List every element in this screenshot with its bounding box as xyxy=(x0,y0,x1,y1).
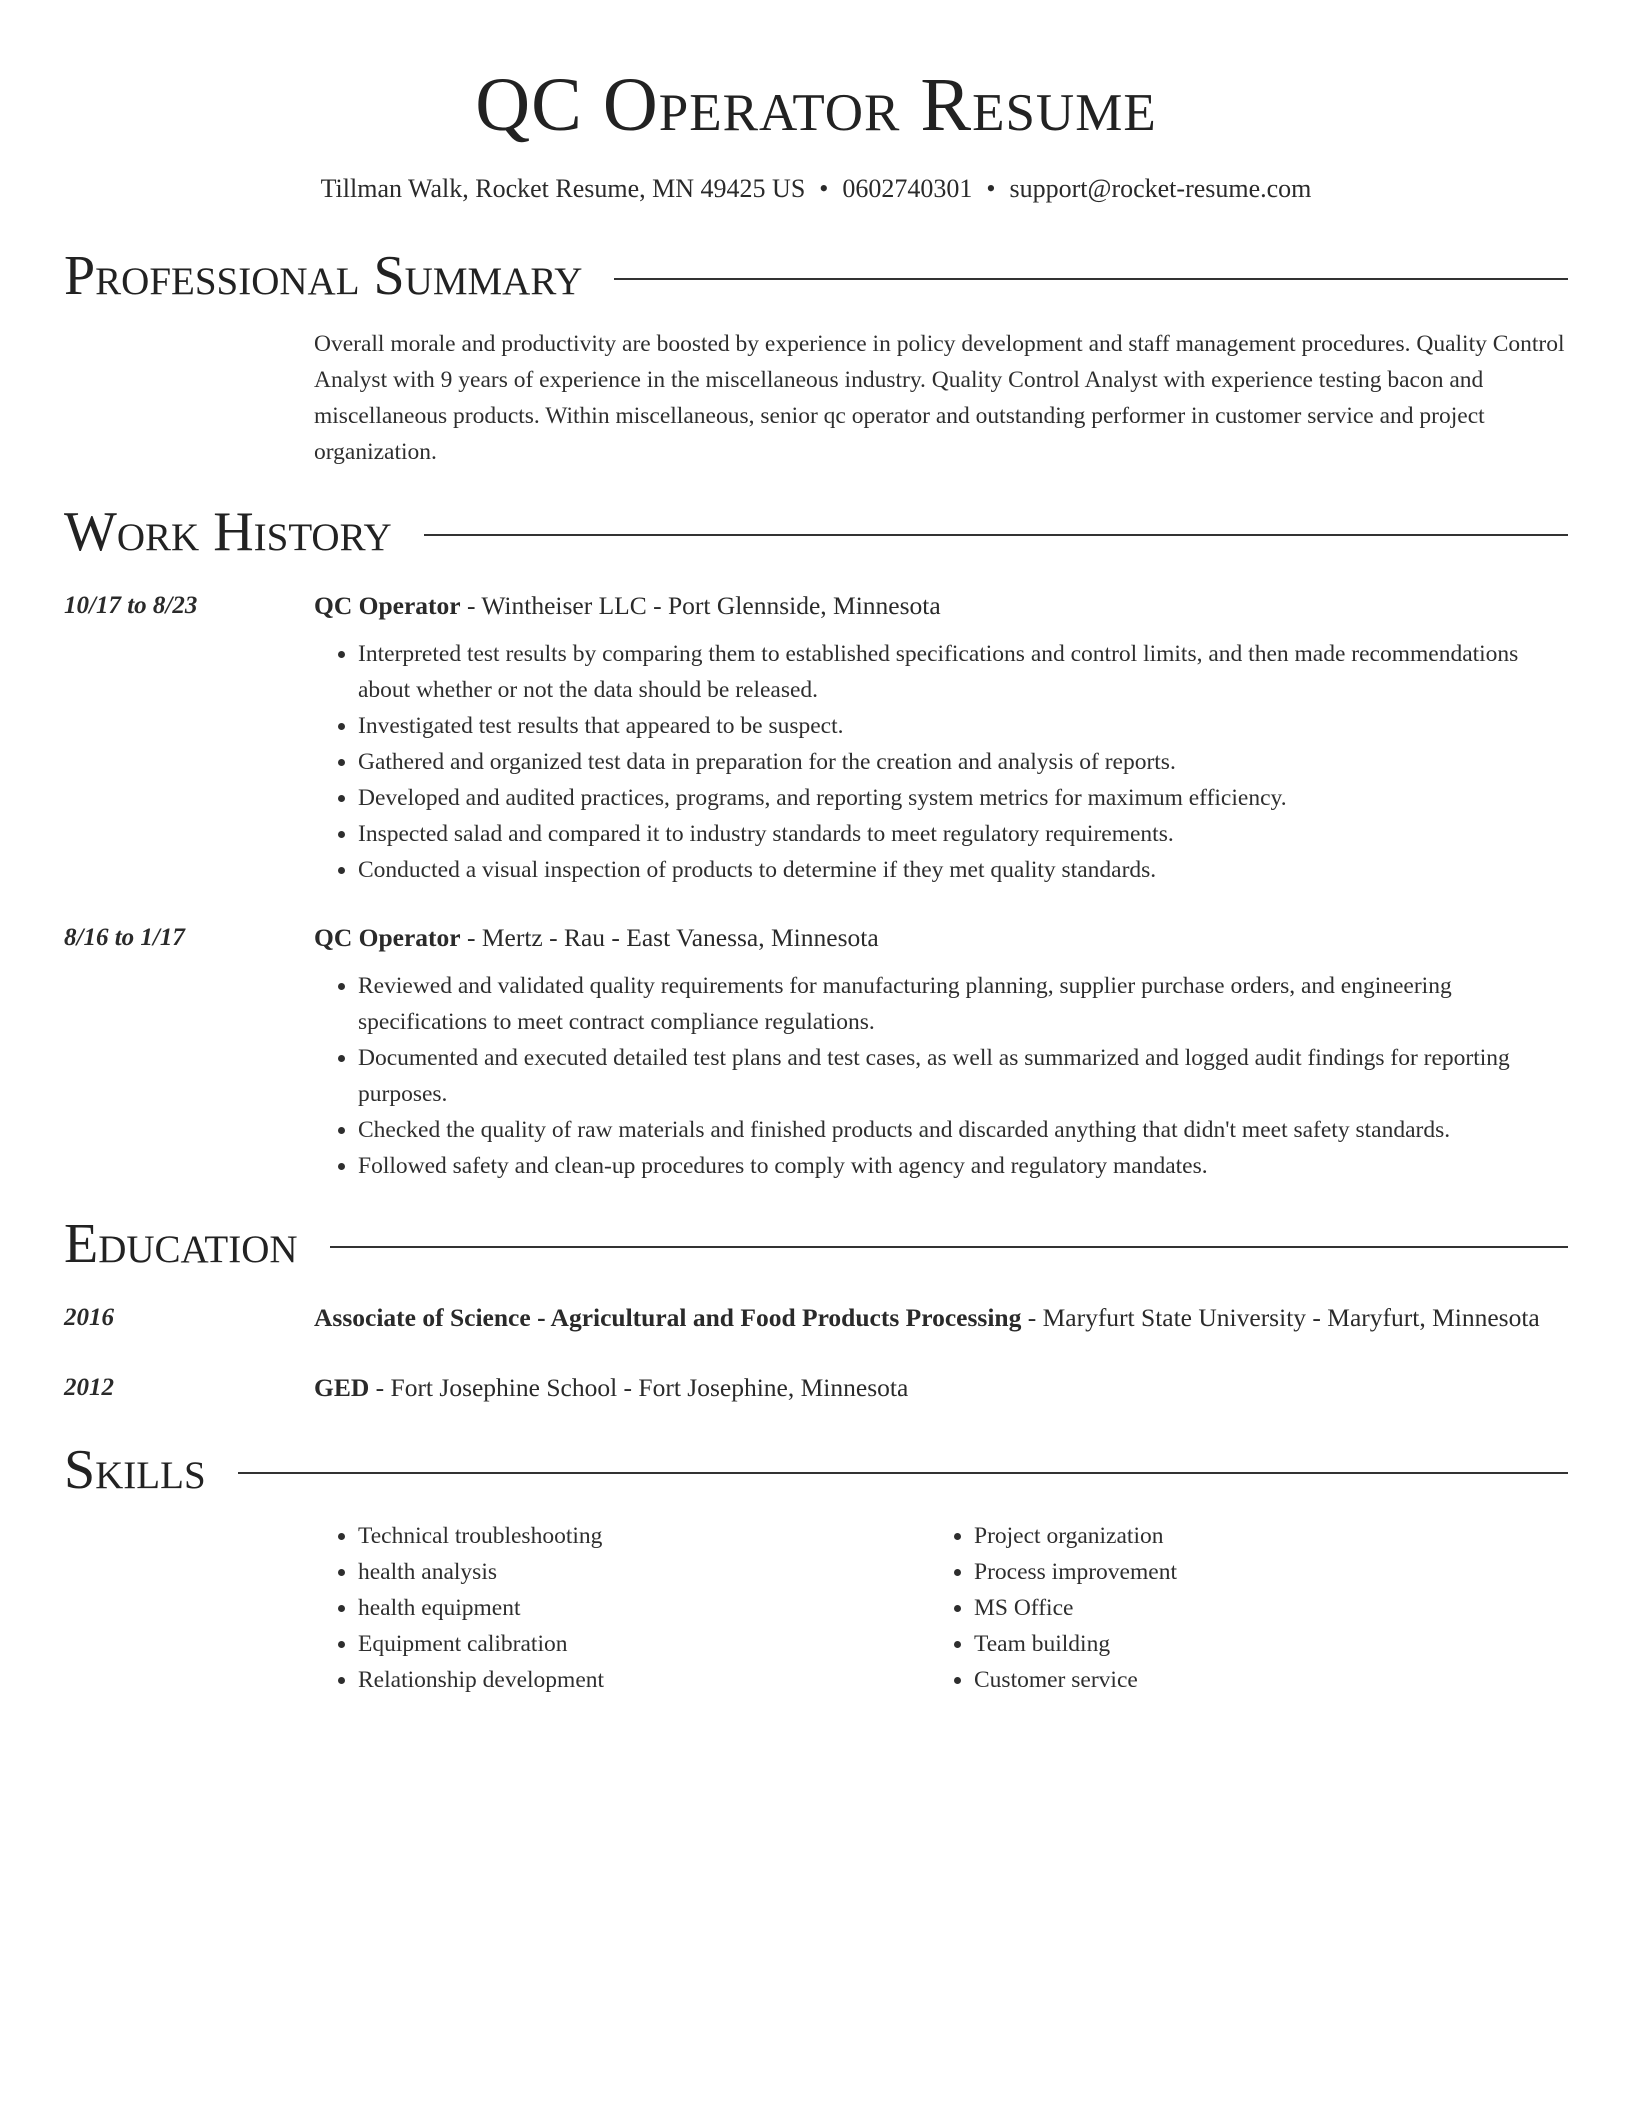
section-header-skills xyxy=(64,1438,1568,1502)
skills-column-right xyxy=(930,1518,1546,1698)
job-entry xyxy=(64,586,1568,888)
skill-item: • Team building xyxy=(974,1626,1546,1662)
contact-line xyxy=(64,172,1568,206)
contact-phone: 0602740301 xyxy=(842,174,973,203)
skill-item: • Relationship development xyxy=(358,1662,930,1698)
education-entry xyxy=(64,1368,1568,1408)
education-body xyxy=(314,1298,1568,1338)
skills-list xyxy=(314,1518,1568,1698)
job-bullets xyxy=(314,636,1568,888)
skill-item: • Customer service xyxy=(974,1662,1546,1698)
job-bullet: • Interpreted test results by comparing them to established specifications and control limits, and then made recommendations about whether or not the data should be released. xyxy=(358,636,1568,708)
resume-page xyxy=(64,0,1568,1698)
job-date: 10/17 to 8/23 xyxy=(64,592,198,619)
job-bullet: • Reviewed and validated quality requirements for manufacturing planning, supplier purchase orders, and engineering specifications to meet contract compliance regulations. xyxy=(358,968,1568,1040)
education-date: 2016 xyxy=(64,1304,114,1331)
contact-separator: • xyxy=(986,174,996,203)
section-divider xyxy=(238,1472,1568,1474)
job-body xyxy=(314,918,1568,1184)
contact-address: Tillman Walk, Rocket Resume, MN 49425 US xyxy=(320,174,806,203)
section-divider xyxy=(614,278,1568,280)
section-title-work: Work History xyxy=(64,501,392,563)
job-bullet: • Checked the quality of raw materials and finished products and discarded anything that didn't meet safety standards. xyxy=(358,1112,1568,1148)
job-entry xyxy=(64,918,1568,1184)
education-degree: Associate of Science - Agricultural and Food Products Processing xyxy=(314,1303,1022,1332)
job-bullet: • Inspected salad and compared it to industry standards to meet regulatory requirements. xyxy=(358,816,1568,852)
section-divider xyxy=(330,1246,1568,1248)
section-title-education: Education xyxy=(64,1213,298,1275)
job-title: QC Operator xyxy=(314,591,461,620)
skill-item: • Equipment calibration xyxy=(358,1626,930,1662)
job-bullet: • Investigated test results that appeared to be suspect. xyxy=(358,708,1568,744)
education-details: - Fort Josephine School - Fort Josephine, Minnesota xyxy=(369,1373,909,1402)
job-details: - Wintheiser LLC - Port Glennside, Minnesota xyxy=(460,591,941,620)
resume-title: QC Operator Resume xyxy=(475,63,1157,147)
education-degree: GED xyxy=(314,1373,370,1402)
section-divider xyxy=(424,534,1568,536)
education-details: - Maryfurt State University - Maryfurt, Minnesota xyxy=(1021,1303,1540,1332)
section-header-education xyxy=(64,1212,1568,1276)
education-entry xyxy=(64,1298,1568,1338)
job-title: QC Operator xyxy=(314,923,461,952)
job-bullet: • Documented and executed detailed test plans and test cases, as well as summarized and logged audit findings for reporting purposes. xyxy=(358,1040,1568,1112)
job-bullets xyxy=(314,968,1568,1184)
section-header-work xyxy=(64,500,1568,564)
section-title-summary: Professional Summary xyxy=(64,245,583,307)
education-date: 2012 xyxy=(64,1374,114,1401)
job-body xyxy=(314,586,1568,888)
skill-item: • Technical troubleshooting xyxy=(358,1518,930,1554)
section-title-skills: Skills xyxy=(64,1439,206,1501)
skill-item: • MS Office xyxy=(974,1590,1546,1626)
job-bullet: • Followed safety and clean-up procedures to comply with agency and regulatory mandates. xyxy=(358,1148,1568,1184)
job-bullet: • Developed and audited practices, programs, and reporting system metrics for maximum efficiency. xyxy=(358,780,1568,816)
job-details: - Mertz - Rau - East Vanessa, Minnesota xyxy=(460,923,879,952)
skill-item: • health equipment xyxy=(358,1590,930,1626)
job-date: 8/16 to 1/17 xyxy=(64,924,185,951)
summary-text: Overall morale and productivity are boosted by experience in policy development and staff management procedures. Quality Control Analyst with 9 years of experience in the miscellaneous industry. Quality Control Analyst with experience testing bacon and miscellaneous products. Within miscellaneous, senior qc operator and outstanding performer in customer service and project organization. xyxy=(314,331,1565,465)
skill-item: • health analysis xyxy=(358,1554,930,1590)
contact-separator: • xyxy=(819,174,829,203)
contact-email: support@rocket-resume.com xyxy=(1009,174,1312,203)
skill-item: • Process improvement xyxy=(974,1554,1546,1590)
skill-item: • Project organization xyxy=(974,1518,1546,1554)
job-bullet: • Gathered and organized test data in preparation for the creation and analysis of reports. xyxy=(358,744,1568,780)
skills-column-left xyxy=(314,1518,930,1698)
section-header-summary xyxy=(64,244,1568,308)
education-body xyxy=(314,1368,1568,1408)
job-bullet: • Conducted a visual inspection of products to determine if they met quality standards. xyxy=(358,852,1568,888)
